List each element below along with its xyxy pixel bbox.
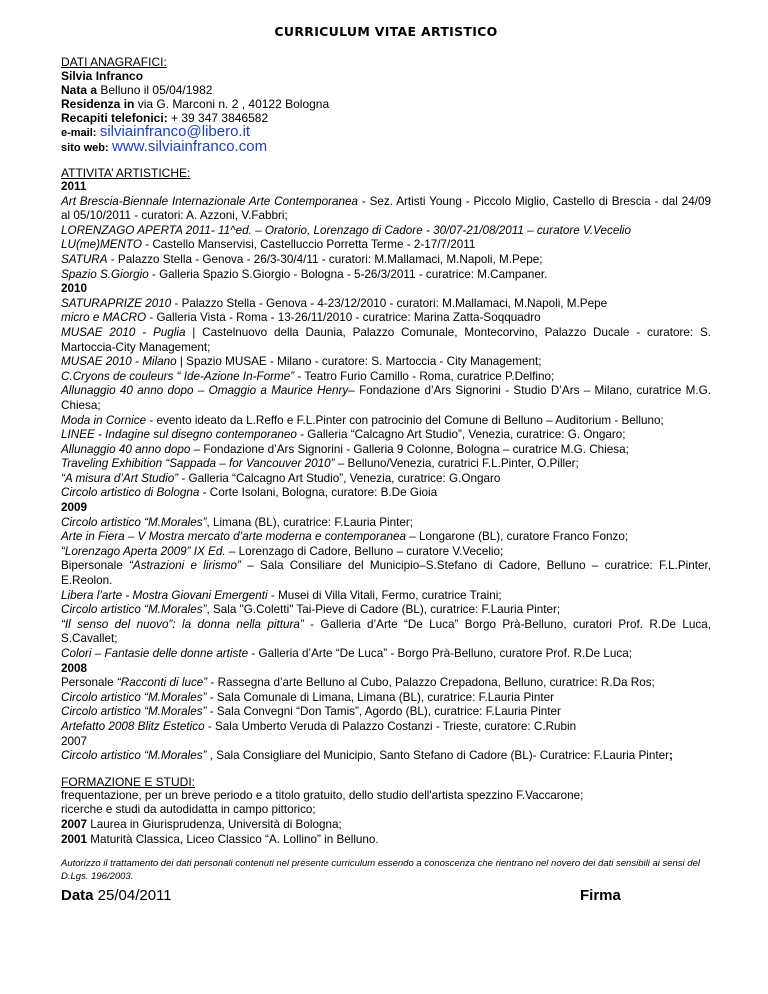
list-item: micro e MACRO - Galleria Vista - Roma - 13-26/11/2010 - curatrice: Marina Zatta-Soqquadro xyxy=(61,311,541,325)
list-item: Art Brescia-Biennale Internazionale Arte Contemporanea - Sez. Artisti Young - Piccolo Miglio, Castello di Brescia - dal 24/09 al 05/10/2011 - curatori: A. Azzoni, V.Fabbri; xyxy=(61,194,711,223)
cv-page xyxy=(61,24,711,907)
email-link[interactable]: silviainfranco@libero.it xyxy=(99,123,251,140)
residence-info: Residenza in via G. Marconi n. 2 , 40122 Bologna xyxy=(61,97,330,111)
email-info: e-mail: silviainfranco@libero.it xyxy=(61,123,251,140)
birth-info: Nata a Belluno il 05/04/1982 xyxy=(61,83,213,97)
list-item: “Lorenzago Aperta 2009” IX Ed. – Lorenzago di Cadore, Belluno – curatore V.Vecelio; xyxy=(61,544,504,558)
list-item: 2007 Laurea in Giurisprudenza, Università di Bologna; xyxy=(61,817,342,831)
education-heading: FORMAZIONE E STUDI: xyxy=(61,774,196,789)
full-name: Silvia Infranco xyxy=(61,69,144,83)
list-item: Moda in Cornice - evento ideato da L.Reffo e F.L.Pinter con patrocinio del Comune di Belluno – Auditorium - Belluno; xyxy=(61,413,664,427)
website-info: sito web: www.silviainfranco.com xyxy=(61,138,268,155)
list-item: Circolo artistico “M.Morales” - Sala Comunale di Limana, Limana (BL), curatrice: F.Lauria Pinter xyxy=(61,690,555,704)
list-item: Allunaggio 40 anno dopo – Fondazione d’Ars Signorini - Galleria 9 Colonne, Bologna – curatrice M.G. Chiesa; xyxy=(61,442,629,456)
year-label: 2010 xyxy=(61,282,88,296)
list-item: “Il senso del nuovo”: la donna nella pittura” - Galleria d’Arte “De Luca” Borgo Prà-Belluno, curatori Prof. R.De Luca, S.Cavallet; xyxy=(61,617,712,646)
activities-section xyxy=(61,166,711,764)
list-item: Circolo artistico “M.Morales” , Sala Consigliare del Municipio, Santo Stefano di Cadore (BL)- Curatrice: F.Lauria Pinter; xyxy=(61,749,673,763)
list-item: Personale “Racconti di luce” - Rassegna d’arte Belluno al Cubo, Palazzo Crepadona, Belluno, curatrice: R.Da Ros; xyxy=(61,676,655,690)
signature-row xyxy=(61,887,711,907)
list-item: Circolo artistico “M.Morales”, Limana (BL), curatrice: F.Lauria Pinter; xyxy=(61,515,414,529)
activities-heading: ATTIVITA’ ARTISTICHE: xyxy=(61,166,191,180)
website-link[interactable]: www.silviainfranco.com xyxy=(112,138,268,155)
list-item: Circolo artistico “M.Morales” - Sala Convegni “Don Tamis”, Agordo (BL), curatrice: F.Lauria Pinter xyxy=(61,705,561,719)
list-item: C.Cryons de couleurs “ Ide-Azione In-Forme” - Teatro Furio Camillo - Roma, curatrice P.Delfino; xyxy=(61,369,555,383)
list-item: Traveling Exhibition “Sappada – for Vancouver 2010” – Belluno/Venezia, curatrici F.L.Pinter, O.Piller; xyxy=(61,457,579,471)
list-item: ricerche e studi da autodidatta in campo pittorico; xyxy=(61,803,316,817)
list-item: frequentazione, per un breve periodo e a titolo gratuito, dello studio dell'artista spezzino F.Vaccarone; xyxy=(61,788,584,802)
year-label: 2009 xyxy=(61,501,88,515)
list-item: Circolo artistico di Bologna - Corte Isolani, Bologna, curatore: B.De Gioia xyxy=(61,486,438,500)
list-item: Spazio S.Giorgio - Galleria Spazio S.Giorgio - Bologna - 5-26/3/2011 - curatrice: M.Campaner. xyxy=(61,267,548,281)
list-item: LORENZAGO APERTA 2011- 11^ed. – Oratorio, Lorenzago di Cadore - 30/07-21/08/2011 – curatore V.Vecelio xyxy=(61,223,632,237)
list-item: LU(me)MENTO - Castello Manservisi, Castelluccio Porretta Terme - 2-17/7/2011 xyxy=(61,238,476,252)
list-item: Bipersonale “Astrazioni e lirismo” – Sala Consiliare del Municipio–S.Stefano di Cadore, Belluno – curatrice: F.L.Pinter, E.Reolon. xyxy=(61,559,711,588)
list-item: SATURAPRIZE 2010 - Palazzo Stella - Genova - 4-23/12/2010 - curatori: M.Mallamaci, M.Napoli, M.Pepe xyxy=(61,296,608,310)
page-title: CURRICULUM VITAE ARTISTICO xyxy=(274,24,498,39)
year-label: 2007 xyxy=(61,734,88,748)
list-item: 2001 Maturità Classica, Liceo Classico “A. Lollino” in Belluno. xyxy=(61,832,379,846)
year-label: 2008 xyxy=(61,661,88,675)
list-item: LINEE - Indagine sul disegno contemporaneo - Galleria “Calcagno Art Studio”, Venezia, curatrice: G. Ongaro; xyxy=(61,428,626,442)
list-item: MUSAE 2010 - Puglia | Castelnuovo della Daunia, Palazzo Comunale, Montecorvino, Palazzo Ducale - curatore: S. Martoccia-City Management; xyxy=(61,325,711,354)
privacy-notice: Autorizzo il trattamento dei dati personali contenuti nel presente curriculum essendo a conoscenza che rientrano nel novero dei dati sensibili ai sensi del D.Lgs. 196/2003. xyxy=(61,858,700,883)
list-item: Colori – Fantasie delle donne artiste - Galleria d’Arte “De Luca” - Borgo Prà-Belluno, curatore Prof. R.De Luca; xyxy=(61,647,633,660)
personal-data-heading: DATI ANAGRAFICI: xyxy=(61,55,167,69)
list-item: Allunaggio 40 anno dopo – Omaggio a Maurice Henry– Fondazione d’Ars Signorini - Studio D’Ars – Milano, curatrice M.G. Chiesa; xyxy=(61,384,711,412)
list-item: “A misura d’Art Studio” - Galleria “Calcagno Art Studio”, Venezia, curatrice: G.Ongaro xyxy=(61,471,501,485)
year-label: 2011 xyxy=(61,180,87,193)
phone-info: Recapiti telefonici: + 39 347 3846582 xyxy=(61,111,269,125)
list-item: Arte in Fiera – V Mostra mercato d’arte moderna e contemporanea – Longarone (BL), curatore Franco Fonzo; xyxy=(61,530,629,544)
personal-data-section xyxy=(61,55,711,155)
list-item: MUSAE 2010 - Milano | Spazio MUSAE - Milano - curatore: S. Martoccia - City Management; xyxy=(61,355,542,369)
education-section xyxy=(61,775,711,847)
date-field: Data 25/04/2011 xyxy=(61,887,172,905)
signature-label: Firma xyxy=(580,887,621,905)
list-item: Circolo artistico “M.Morales”, Sala "G.Coletti" Tai-Pieve di Cadore (BL), curatrice: F.Lauria Pinter; xyxy=(61,603,561,617)
list-item: SATURA - Palazzo Stella - Genova - 26/3-30/4/11 - curatori: M.Mallamaci, M.Napoli, M.Pepe; xyxy=(61,252,543,266)
list-item: Libera l’arte - Mostra Giovani Emergenti - Musei di Villa Vitali, Fermo, curatrice Traini; xyxy=(61,588,502,602)
list-item: Artefatto 2008 Blitz Estetico - Sala Umberto Veruda di Palazzo Costanzi - Trieste, curatore: C.Rubin xyxy=(61,719,577,733)
